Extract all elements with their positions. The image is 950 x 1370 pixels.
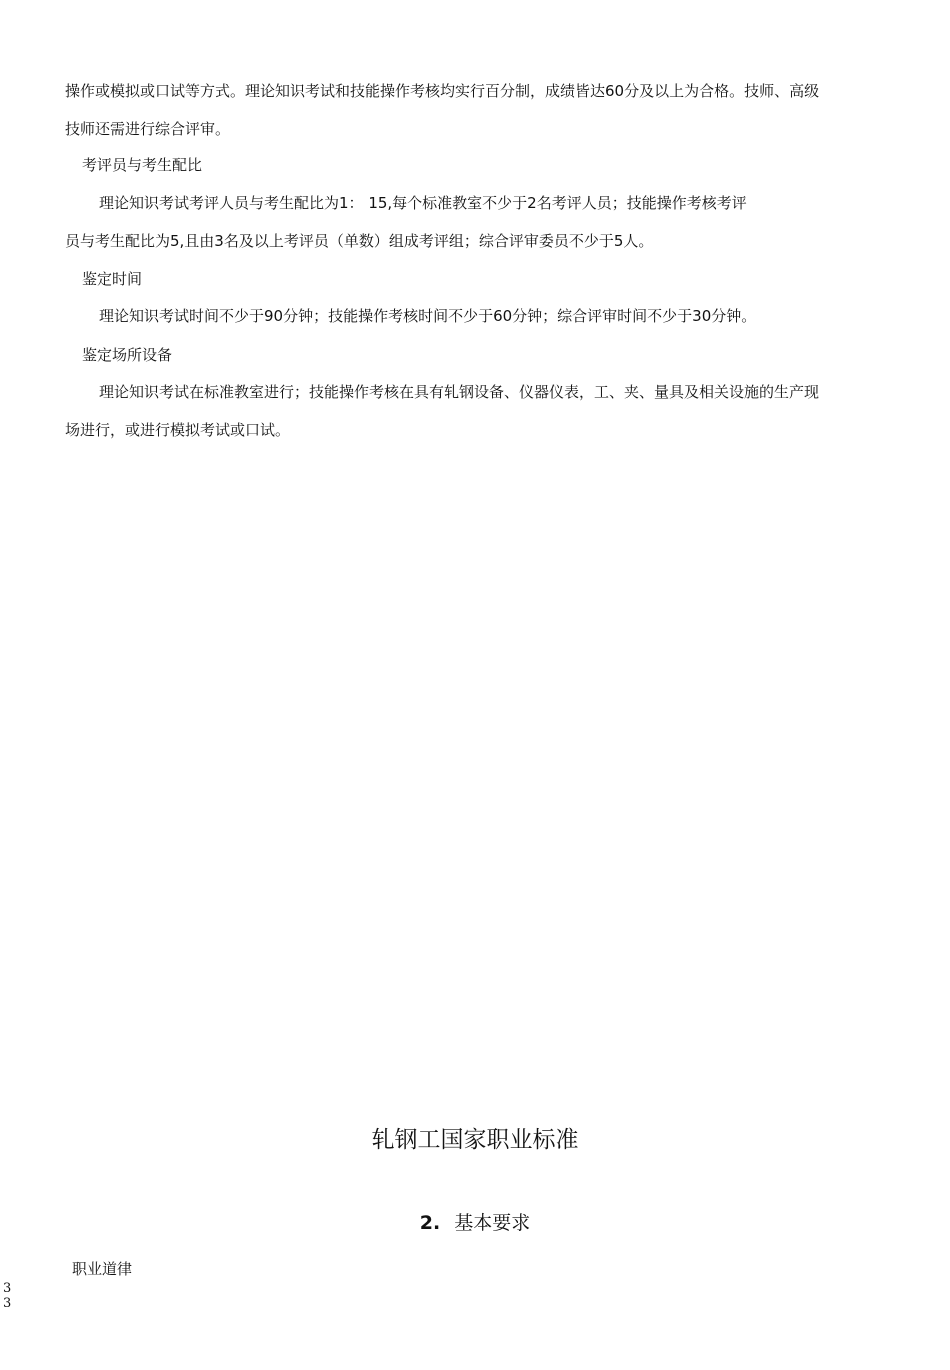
heading-assessment-time: 鉴定时间 — [82, 270, 143, 288]
sub-heading-professional-ethics: 职业道律 — [72, 1260, 133, 1278]
paragraph-venue-equipment — [65, 373, 885, 449]
paragraph-line: 场进行，或进行模拟考试或口试。 — [65, 421, 291, 439]
section-number: 2. — [419, 1212, 441, 1234]
paragraph-assessment-time — [65, 297, 885, 335]
paragraph-line: 理论知识考试在标准教室进行；技能操作考核在具有轧钢设备、仪器仪表，工、夹、量具及相关设施的生产现 — [99, 383, 820, 401]
paragraph-line: 理论知识考试考评人员与考生配比为1： 15,每个标准教室不少于2名考评人员；技能操作考核考评 — [99, 194, 747, 212]
paragraph-assessment-method — [65, 72, 885, 148]
paragraph-examiner-ratio — [65, 184, 885, 260]
paragraph-line: 员与考生配比为5,且由3名及以上考评员（单数）组成考评组；综合评审委员不少于5人。 — [65, 232, 654, 250]
page-number: 3 — [3, 1281, 12, 1296]
section-title-text: 基本要求 — [454, 1212, 531, 1234]
page-number: 3 — [3, 1296, 12, 1311]
heading-venue-equipment: 鉴定场所设备 — [82, 346, 173, 364]
section-title — [0, 1209, 950, 1237]
paragraph-line: 操作或模拟或口试等方式。理论知识考试和技能操作考核均实行百分制，成绩皆达60分及以上为合格。技师、高级 — [65, 82, 820, 100]
document-title: 轧钢工国家职业标准 — [371, 1127, 579, 1153]
heading-examiner-ratio: 考评员与考生配比 — [82, 156, 203, 174]
paragraph-line: 技师还需进行综合评审。 — [65, 120, 231, 138]
paragraph-line: 理论知识考试时间不少于90分钟；技能操作考核时间不少于60分钟；综合评审时间不少于30分钟。 — [99, 307, 757, 325]
